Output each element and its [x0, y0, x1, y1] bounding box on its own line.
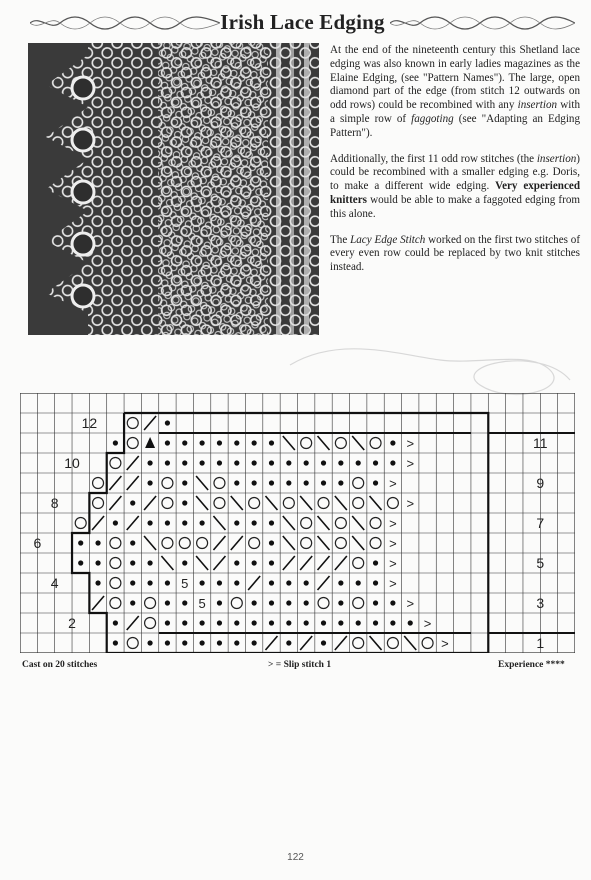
- slip-slip-knit-symbol: [213, 516, 225, 530]
- yarn-over-symbol: [197, 538, 208, 549]
- purl-symbol: [373, 560, 378, 565]
- purl-symbol: [390, 460, 395, 465]
- slip-stitch-symbol: >: [389, 576, 397, 591]
- yarn-over-symbol: [370, 438, 381, 449]
- purl-symbol: [217, 600, 222, 605]
- knit-two-together-symbol: [127, 456, 139, 470]
- purl-symbol: [304, 460, 309, 465]
- knit-two-together-symbol: [127, 516, 139, 530]
- yarn-over-symbol: [387, 498, 398, 509]
- purl-symbol: [304, 600, 309, 605]
- slip-slip-knit-symbol: [231, 496, 243, 510]
- purl-symbol: [234, 620, 239, 625]
- knit-two-together-symbol: [92, 516, 104, 530]
- paragraph-history: At the end of the nineteenth century this Shetland lace edging was also known in early ladies magazines as the Elaine Edging, (see "Pattern Names"). The large, open diamond part of the edge (from stitch 12 outwards on odd rows) could be recombined with any insertion with a simple row of faggoting (see "Adapting an Edging Pattern").: [330, 44, 580, 139]
- purl-symbol: [234, 460, 239, 465]
- purl-symbol: [78, 560, 83, 565]
- purl-symbol: [269, 460, 274, 465]
- purl-symbol: [182, 440, 187, 445]
- slip-slip-knit-symbol: [335, 496, 347, 510]
- purl-symbol: [269, 480, 274, 485]
- slip-slip-knit-symbol: [352, 436, 364, 450]
- purl-symbol: [95, 560, 100, 565]
- yarn-over-symbol: [335, 438, 346, 449]
- yarn-over-symbol: [422, 638, 433, 649]
- slip-stitch-symbol: >: [441, 636, 449, 651]
- purl-symbol: [356, 460, 361, 465]
- slip-stitch-symbol: >: [389, 556, 397, 571]
- yarn-over-symbol: [387, 638, 398, 649]
- slip-slip-knit-symbol: [318, 516, 330, 530]
- yarn-over-symbol: [214, 478, 225, 489]
- knit-two-together-symbol: [127, 476, 139, 490]
- yarn-over-symbol: [283, 498, 294, 509]
- knit-two-together-symbol: [318, 576, 330, 590]
- purl-symbol: [200, 580, 205, 585]
- slip-slip-knit-symbol: [283, 516, 295, 530]
- purl-symbol: [165, 420, 170, 425]
- purl-symbol: [286, 480, 291, 485]
- purl-symbol: [252, 600, 257, 605]
- slip-stitch-symbol: >: [406, 436, 415, 451]
- purl-symbol: [95, 540, 100, 545]
- yarn-over-symbol: [110, 578, 121, 589]
- yarn-over-symbol: [75, 518, 86, 529]
- purl-symbol: [165, 580, 170, 585]
- purl-symbol: [217, 440, 222, 445]
- yarn-over-symbol: [335, 518, 346, 529]
- purl-symbol: [252, 620, 257, 625]
- purl-symbol: [252, 520, 257, 525]
- knitting-chart: [20, 393, 575, 653]
- purl-symbol: [338, 620, 343, 625]
- paragraph-edge-stitch: The Lacy Edge Stitch worked on the first two stitches of every even row could be replaced by two knit stitches instead.: [330, 233, 581, 274]
- purl-symbol: [182, 520, 187, 525]
- row-number-label: 6: [33, 535, 42, 551]
- row-number-label: 1: [536, 635, 545, 651]
- purl-symbol: [217, 640, 222, 645]
- row-number-label: 3: [536, 595, 545, 611]
- purl-symbol: [373, 480, 378, 485]
- slip-slip-knit-symbol: [196, 496, 208, 510]
- yarn-over-symbol: [214, 498, 225, 509]
- purl-symbol: [200, 640, 205, 645]
- purl-symbol: [147, 460, 152, 465]
- purl-symbol: [321, 640, 326, 645]
- purl-symbol: [217, 580, 222, 585]
- purl-symbol: [130, 580, 135, 585]
- purl-symbol: [304, 580, 309, 585]
- knit-two-together-symbol: [300, 556, 312, 570]
- slip-slip-knit-symbol: [265, 496, 277, 510]
- yarn-over-symbol: [127, 418, 138, 429]
- yarn-over-symbol: [301, 438, 312, 449]
- yarn-over-symbol: [162, 498, 173, 509]
- purl-symbol: [252, 480, 257, 485]
- purl-symbol: [286, 640, 291, 645]
- yarn-over-symbol: [318, 598, 329, 609]
- purl-symbol: [130, 600, 135, 605]
- row-number-label: 11: [533, 435, 548, 451]
- yarn-over-symbol: [179, 538, 190, 549]
- slip-stitch-symbol: >: [389, 536, 397, 551]
- yarn-over-symbol: [145, 598, 156, 609]
- yarn-over-symbol: [301, 518, 312, 529]
- knit-two-together-symbol: [213, 556, 225, 570]
- purl-symbol: [165, 640, 170, 645]
- knit-two-together-symbol: [144, 416, 156, 430]
- slip-slip-knit-symbol: [144, 536, 156, 550]
- paragraph-recombine: Additionally, the first 11 odd row stitches (the insertion) could be recombined with a smaller edging e.g. Doris, to make a different wide edging. Very experienced knitters would be able to make a faggoted edging from this alone.: [330, 152, 580, 220]
- cast-on-caption: Cast on 20 stitches: [22, 660, 98, 670]
- yarn-over-symbol: [353, 478, 364, 489]
- purl-symbol: [234, 560, 239, 565]
- purl-symbol: [182, 560, 187, 565]
- slip-slip-knit-symbol: [283, 436, 295, 450]
- purl-symbol: [234, 580, 239, 585]
- purl-symbol: [338, 480, 343, 485]
- purl-symbol: [113, 520, 118, 525]
- purl-symbol: [390, 600, 395, 605]
- purl-symbol: [165, 520, 170, 525]
- knit-two-together-symbol: [335, 636, 347, 650]
- purl-symbol: [269, 600, 274, 605]
- purl-symbol: [269, 620, 274, 625]
- purl-symbol: [356, 580, 361, 585]
- yarn-over-symbol: [249, 538, 260, 549]
- slip-stitch-legend: > = Slip stitch 1: [268, 660, 332, 670]
- purl-symbol: [130, 540, 135, 545]
- purl-symbol: [252, 460, 257, 465]
- chart-digit: 5: [198, 596, 206, 611]
- row-number-label: 12: [81, 415, 98, 431]
- purl-symbol: [373, 460, 378, 465]
- yarn-over-symbol: [353, 498, 364, 509]
- yarn-over-symbol: [127, 438, 138, 449]
- purl-symbol: [269, 540, 274, 545]
- slip-slip-knit-symbol: [318, 436, 330, 450]
- purl-symbol: [147, 560, 152, 565]
- purl-symbol: [217, 460, 222, 465]
- purl-symbol: [113, 640, 118, 645]
- purl-symbol: [286, 620, 291, 625]
- yarn-over-symbol: [162, 538, 173, 549]
- purl-symbol: [338, 580, 343, 585]
- purl-symbol: [338, 600, 343, 605]
- knit-two-together-symbol: [335, 556, 347, 570]
- yarn-over-symbol: [353, 558, 364, 569]
- knit-two-together-symbol: [144, 496, 156, 510]
- yarn-over-symbol: [110, 458, 121, 469]
- row-number-label: 9: [536, 475, 545, 491]
- purl-symbol: [182, 500, 187, 505]
- purl-symbol: [147, 640, 152, 645]
- purl-symbol: [95, 580, 100, 585]
- purl-symbol: [252, 560, 257, 565]
- purl-symbol: [182, 480, 187, 485]
- yarn-over-symbol: [110, 598, 121, 609]
- purl-symbol: [373, 580, 378, 585]
- purl-symbol: [147, 580, 152, 585]
- chart-digit: 5: [181, 576, 189, 591]
- row-number-label: 10: [64, 455, 80, 471]
- purl-symbol: [408, 620, 413, 625]
- purl-symbol: [321, 620, 326, 625]
- page-header: [30, 10, 575, 36]
- purl-symbol: [113, 620, 118, 625]
- yarn-over-symbol: [318, 498, 329, 509]
- slip-slip-knit-symbol: [404, 636, 416, 650]
- knit-two-together-symbol: [300, 636, 312, 650]
- yarn-over-symbol: [127, 638, 138, 649]
- purl-symbol: [182, 460, 187, 465]
- slip-slip-knit-symbol: [352, 516, 364, 530]
- yarn-over-symbol: [335, 538, 346, 549]
- double-decrease-symbol: [145, 437, 155, 448]
- knit-two-together-symbol: [109, 476, 121, 490]
- knit-two-together-symbol: [109, 496, 121, 510]
- knit-two-together-symbol: [318, 556, 330, 570]
- yarn-over-symbol: [353, 598, 364, 609]
- slip-slip-knit-symbol: [352, 536, 364, 550]
- right-ornament-icon: [390, 15, 575, 31]
- slip-slip-knit-symbol: [300, 496, 312, 510]
- purl-symbol: [269, 560, 274, 565]
- purl-symbol: [234, 440, 239, 445]
- yarn-over-symbol: [249, 498, 260, 509]
- slip-stitch-symbol: >: [406, 596, 415, 611]
- purl-symbol: [252, 440, 257, 445]
- yarn-over-symbol: [370, 518, 381, 529]
- purl-symbol: [304, 620, 309, 625]
- yarn-over-symbol: [93, 498, 104, 509]
- purl-symbol: [234, 480, 239, 485]
- purl-symbol: [217, 620, 222, 625]
- purl-symbol: [373, 620, 378, 625]
- page-number: 122: [287, 852, 304, 863]
- purl-symbol: [200, 620, 205, 625]
- row-number-label: 2: [68, 615, 76, 631]
- knit-two-together-symbol: [231, 536, 243, 550]
- purl-symbol: [78, 540, 83, 545]
- slip-slip-knit-symbol: [370, 496, 382, 510]
- purl-symbol: [182, 640, 187, 645]
- purl-symbol: [373, 600, 378, 605]
- slip-stitch-symbol: >: [406, 496, 415, 511]
- purl-symbol: [113, 440, 118, 445]
- purl-symbol: [165, 440, 170, 445]
- purl-symbol: [390, 620, 395, 625]
- yarn-over-symbol: [110, 558, 121, 569]
- yarn-over-symbol: [162, 478, 173, 489]
- slip-slip-knit-symbol: [196, 476, 208, 490]
- slip-stitch-symbol: >: [406, 456, 415, 471]
- purl-symbol: [304, 480, 309, 485]
- yarn-over-symbol: [370, 538, 381, 549]
- yarn-over-symbol: [145, 618, 156, 629]
- purl-symbol: [165, 460, 170, 465]
- purl-symbol: [200, 460, 205, 465]
- purl-symbol: [269, 520, 274, 525]
- purl-symbol: [234, 640, 239, 645]
- slip-slip-knit-symbol: [161, 556, 173, 570]
- knit-two-together-symbol: [248, 576, 260, 590]
- purl-symbol: [390, 440, 395, 445]
- purl-symbol: [147, 480, 152, 485]
- purl-symbol: [234, 520, 239, 525]
- purl-symbol: [252, 640, 257, 645]
- slip-stitch-symbol: >: [389, 476, 397, 491]
- row-number-label: 7: [536, 515, 545, 531]
- slip-slip-knit-symbol: [370, 636, 382, 650]
- purl-symbol: [165, 600, 170, 605]
- yarn-over-symbol: [301, 538, 312, 549]
- purl-symbol: [356, 620, 361, 625]
- knit-two-together-symbol: [265, 636, 277, 650]
- purl-symbol: [286, 460, 291, 465]
- yarn-over-symbol: [93, 478, 104, 489]
- yarn-over-symbol: [110, 538, 121, 549]
- purl-symbol: [182, 620, 187, 625]
- knit-two-together-symbol: [92, 596, 104, 610]
- slip-slip-knit-symbol: [196, 556, 208, 570]
- purl-symbol: [286, 600, 291, 605]
- purl-symbol: [165, 620, 170, 625]
- yarn-over-symbol: [231, 598, 242, 609]
- purl-symbol: [269, 440, 274, 445]
- description-text: [330, 44, 580, 287]
- purl-symbol: [286, 580, 291, 585]
- purl-symbol: [321, 480, 326, 485]
- experience-rating: Experience ****: [498, 660, 565, 670]
- knit-two-together-symbol: [213, 536, 225, 550]
- purl-symbol: [321, 460, 326, 465]
- slip-stitch-symbol: >: [389, 516, 397, 531]
- page-title: Irish Lace Edging: [220, 10, 385, 34]
- purl-symbol: [338, 460, 343, 465]
- lace-edging-photo: [28, 43, 319, 335]
- row-number-label: 8: [50, 495, 59, 511]
- purl-symbol: [200, 440, 205, 445]
- purl-symbol: [130, 500, 135, 505]
- slip-slip-knit-symbol: [283, 536, 295, 550]
- purl-symbol: [130, 560, 135, 565]
- knit-two-together-symbol: [127, 616, 139, 630]
- yarn-over-symbol: [353, 638, 364, 649]
- purl-symbol: [269, 580, 274, 585]
- row-number-label: 5: [536, 555, 545, 571]
- knit-two-together-symbol: [283, 556, 295, 570]
- slip-slip-knit-symbol: [318, 536, 330, 550]
- row-number-label: 4: [50, 575, 59, 591]
- purl-symbol: [182, 600, 187, 605]
- slip-stitch-symbol: >: [423, 616, 432, 631]
- purl-symbol: [147, 520, 152, 525]
- purl-symbol: [200, 520, 205, 525]
